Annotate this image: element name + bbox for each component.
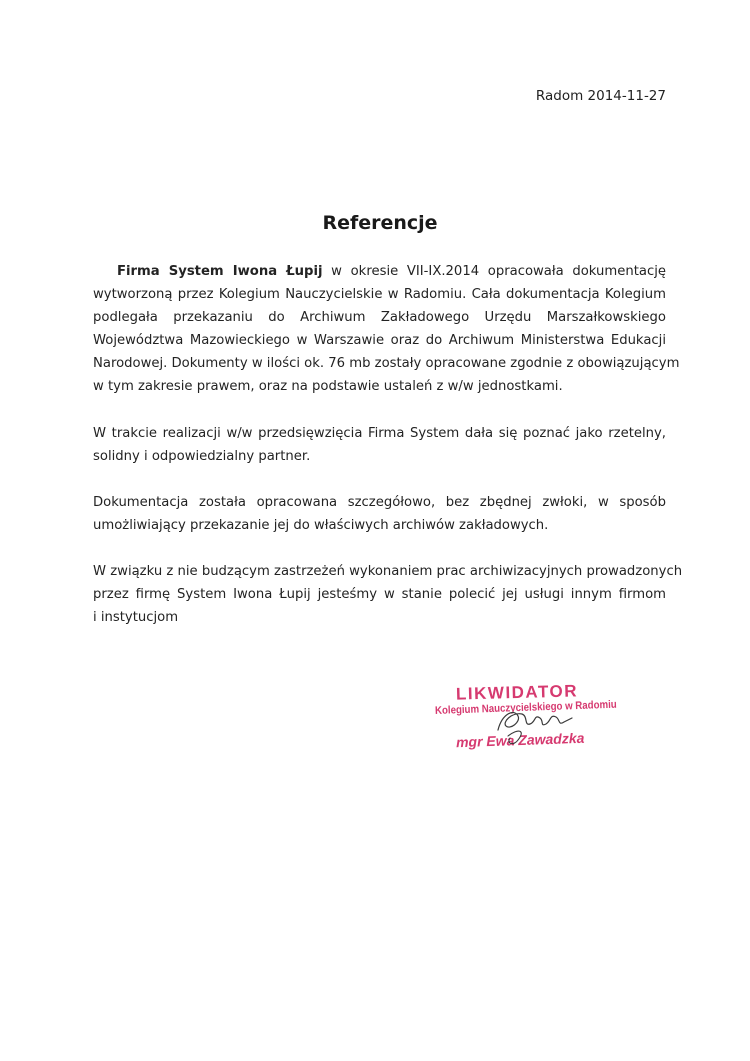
handwritten-signature xyxy=(488,700,578,750)
stamp-signatory-name: mgr Ewa Zawadzka xyxy=(455,729,585,751)
paragraph-line: i instytucjom xyxy=(93,610,179,625)
paragraph-line: Dokumentacja została opracowana szczegółowo, bez zbędnej zwłoki, w sposób xyxy=(93,495,666,510)
paragraph-line: W związku z nie budzącym zastrzeżeń wykonaniem prac archiwizacyjnych prowadzonych xyxy=(93,564,683,579)
paragraph-line: w tym zakresie prawem, oraz na podstawie ustaleń z w/w jednostkami. xyxy=(93,379,563,394)
letter-title: Referencje xyxy=(322,212,438,234)
company-name: Firma System Iwona Łupij xyxy=(117,264,323,279)
paragraph-documentation-quality xyxy=(93,491,666,537)
paragraph-line: przez firmę System Iwona Łupij jesteśmy w stanie polecić jej usługi innym firmom xyxy=(93,587,666,602)
paragraph-partner-assessment xyxy=(93,422,666,468)
letter-date: Radom 2014-11-27 xyxy=(535,88,666,104)
paragraph-line: wytworzoną przez Kolegium Nauczycielskie w Radomiu. Cała dokumentacja Kolegium xyxy=(93,287,666,302)
paragraph-line: Województwa Mazowieckiego w Warszawie oraz do Archiwum Ministerstwa Edukacji xyxy=(93,333,666,348)
paragraph-line: solidny i odpowiedzialny partner. xyxy=(93,449,311,464)
paragraph-line: W trakcie realizacji w/w przedsięwzięcia Firma System dała się poznać jako rzetelny, xyxy=(93,426,666,441)
signature-stroke xyxy=(498,712,572,730)
paragraph-line: podlegała przekazaniu do Archiwum Zakładowego Urzędu Marszałkowskiego xyxy=(93,310,666,325)
stamp-institution: Kolegium Nauczycielskiego w Radomiu xyxy=(434,698,617,717)
paragraph-line: Firma System Iwona Łupij w okresie VII-IX.2014 opracowała dokumentację xyxy=(117,264,666,279)
paragraph-line: umożliwiający przekazanie jej do właściwych archiwów zakładowych. xyxy=(93,518,549,533)
signature-flourish xyxy=(508,731,521,744)
stamp-title: LIKWIDATOR xyxy=(455,681,579,704)
paragraph-recommendation xyxy=(93,560,683,629)
paragraph-introduction xyxy=(93,260,680,398)
paragraph-line: Narodowej. Dokumenty w ilości ok. 76 mb zostały opracowane zgodnie z obowiązującym xyxy=(93,356,680,371)
